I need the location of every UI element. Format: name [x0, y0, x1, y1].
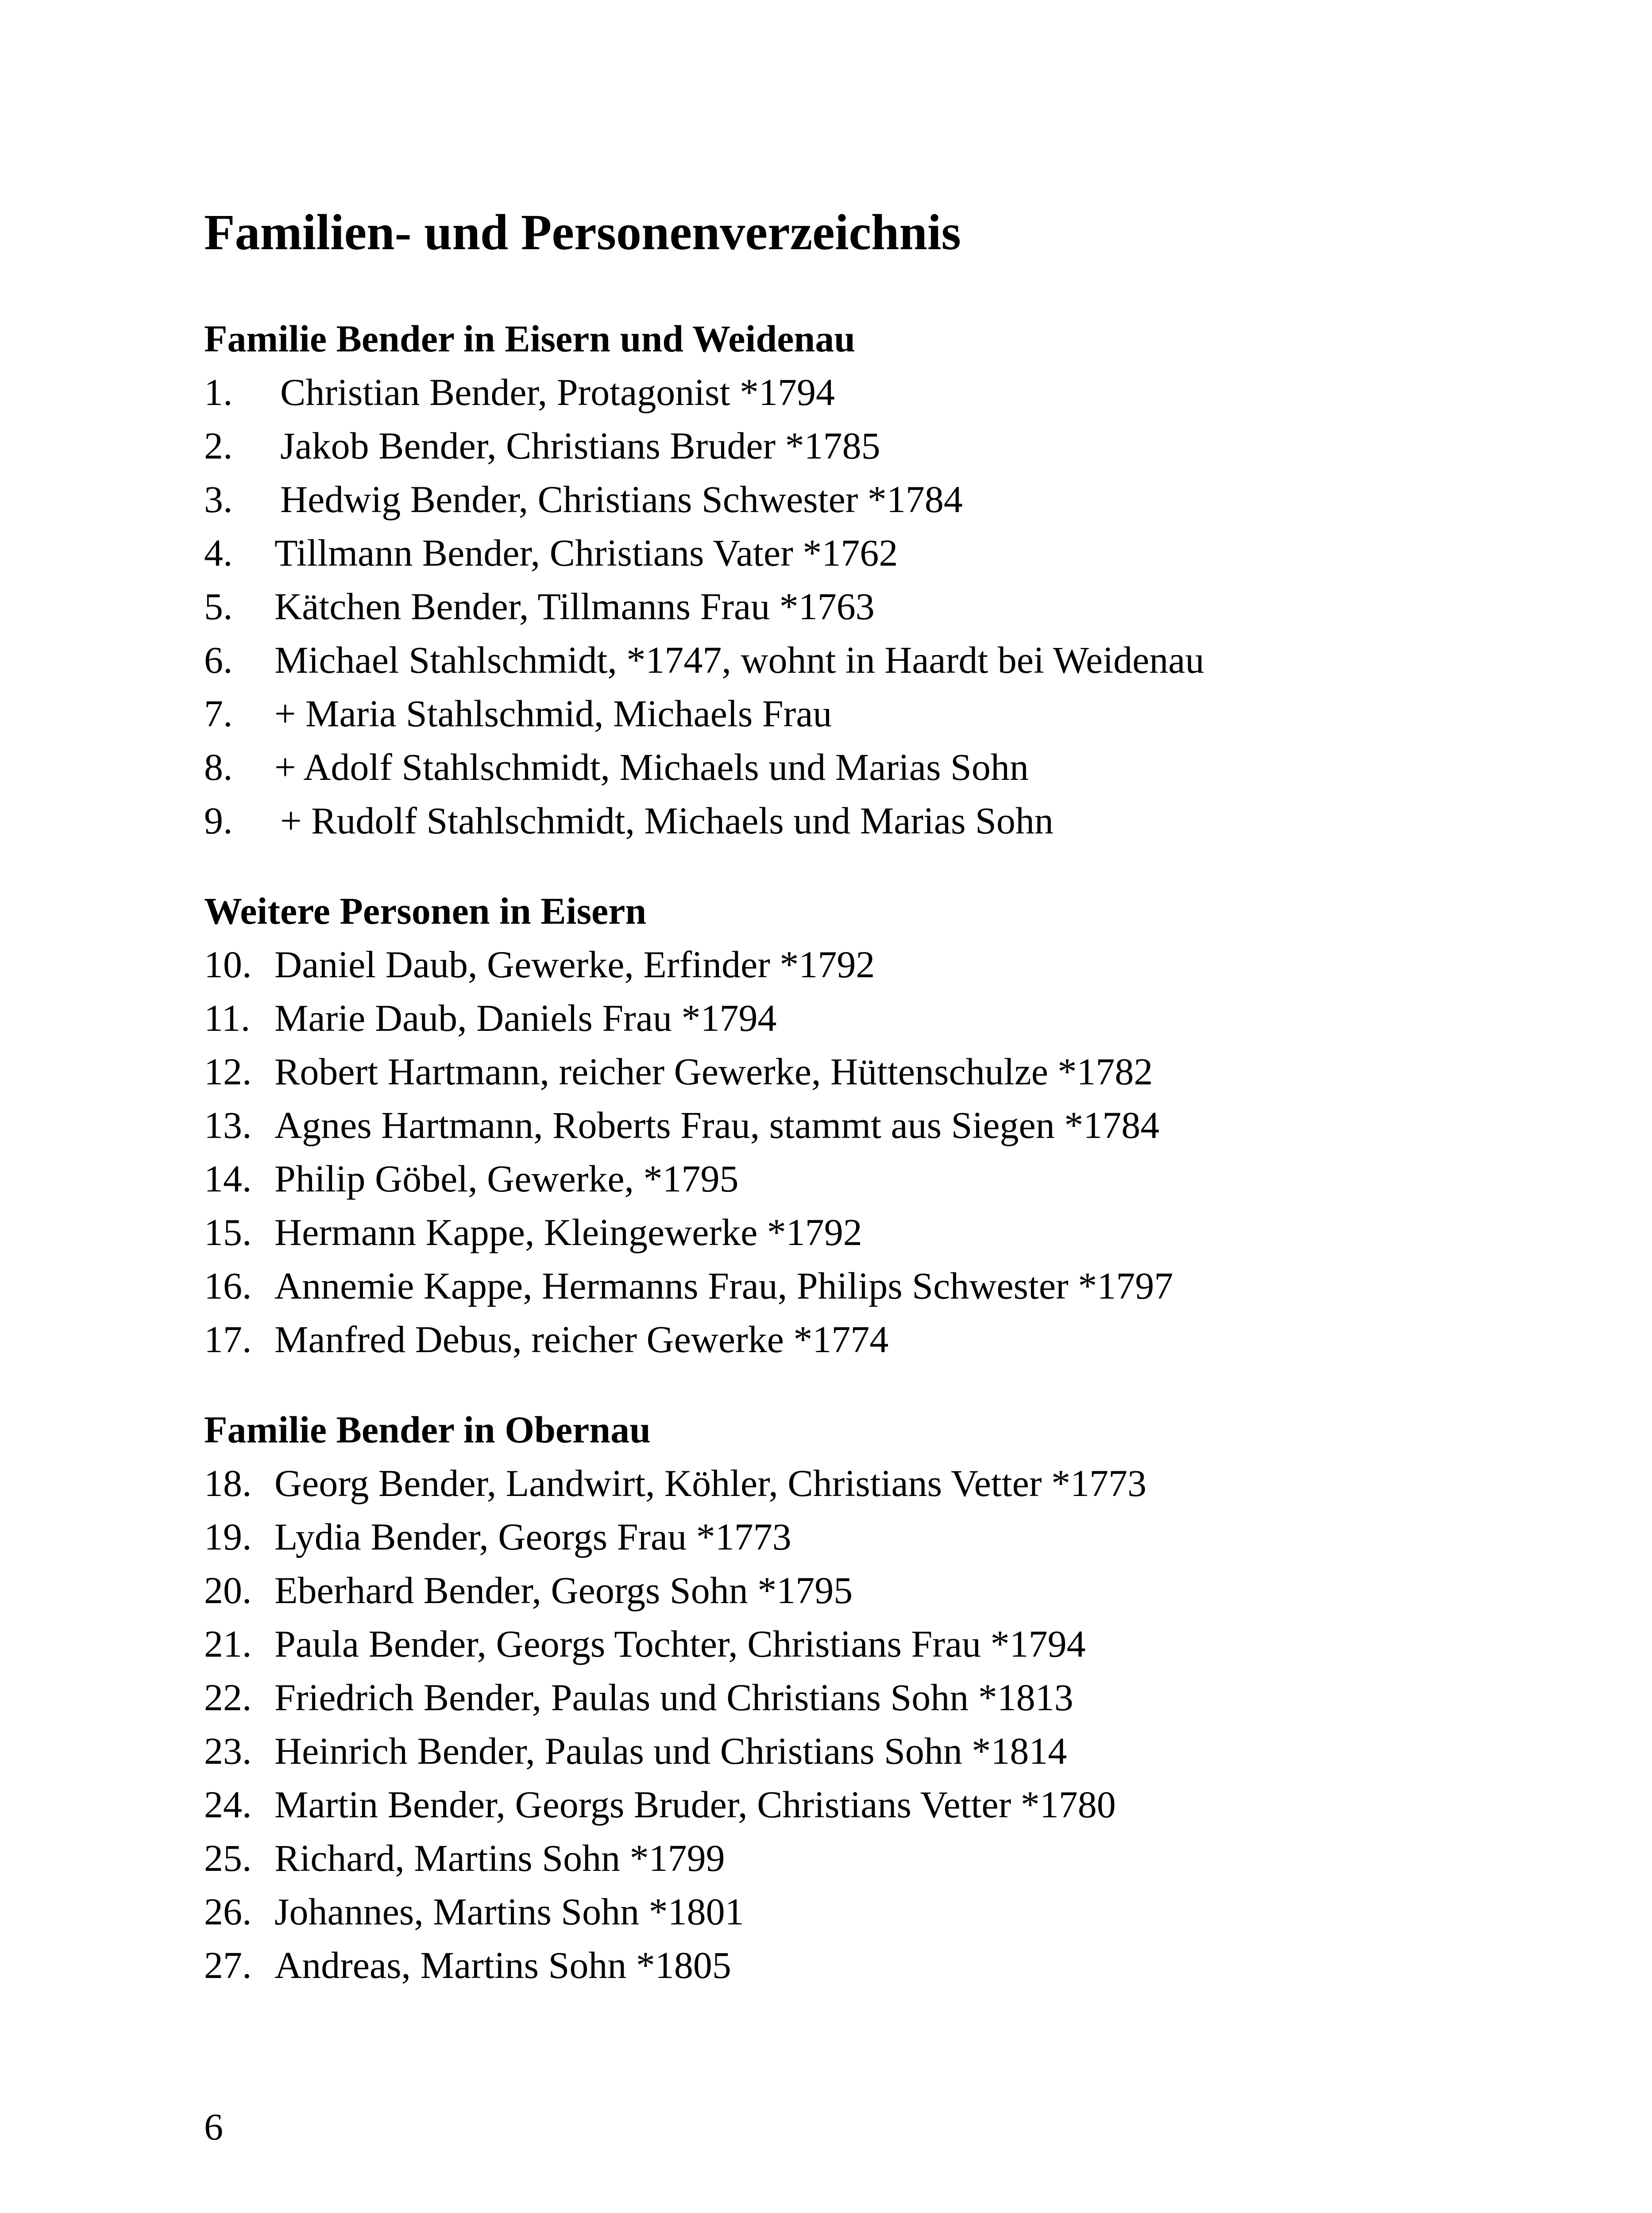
- entry-number: 13.: [204, 1104, 252, 1146]
- person-list: [204, 938, 1532, 1366]
- list-item: [204, 473, 1532, 526]
- entry-number: 11.: [204, 997, 251, 1039]
- entry-number: 5.: [204, 585, 233, 628]
- entry-text: Georg Bender, Landwirt, Köhler, Christians Vetter *1773: [274, 1462, 1146, 1504]
- list-item: [204, 1564, 1532, 1617]
- section-heading: Weitere Personen in Eisern: [204, 890, 647, 932]
- section-weitere-personen: [204, 884, 1532, 1366]
- entry-text: Marie Daub, Daniels Frau *1794: [274, 997, 777, 1039]
- entry-text: Richard, Martins Sohn *1799: [274, 1837, 725, 1879]
- entry-text: Friedrich Bender, Paulas und Christians Sohn *1813: [274, 1676, 1073, 1719]
- list-item: [204, 1152, 1532, 1206]
- list-item: [204, 419, 1532, 473]
- list-item: [204, 991, 1532, 1045]
- entry-text: + Adolf Stahlschmidt, Michaels und Marias Sohn: [274, 746, 1029, 788]
- list-item: [204, 794, 1532, 848]
- list-item: [204, 633, 1532, 687]
- list-item: [204, 1457, 1532, 1510]
- page-number: 6: [204, 2105, 223, 2148]
- entry-text: Kätchen Bender, Tillmanns Frau *1763: [274, 585, 875, 628]
- entry-text: Christian Bender, Protagonist *1794: [280, 371, 835, 413]
- entry-number: 17.: [204, 1318, 252, 1361]
- entry-text: Johannes, Martins Sohn *1801: [274, 1890, 744, 1933]
- entry-number: 26.: [204, 1890, 252, 1933]
- entry-number: 14.: [204, 1157, 252, 1200]
- entry-text: Lydia Bender, Georgs Frau *1773: [274, 1515, 791, 1558]
- entry-number: 24.: [204, 1783, 252, 1826]
- entry-number: 2.: [204, 424, 233, 467]
- list-item: [204, 1778, 1532, 1831]
- entry-text: Agnes Hartmann, Roberts Frau, stammt aus Siegen *1784: [274, 1104, 1160, 1146]
- entry-number: 20.: [204, 1569, 252, 1612]
- entry-number: 15.: [204, 1211, 252, 1253]
- list-item: [204, 687, 1532, 740]
- page-title: Familien- und Personenverzeichnis: [204, 204, 961, 260]
- list-item: [204, 1045, 1532, 1099]
- person-list: [204, 366, 1532, 848]
- list-item: [204, 1259, 1532, 1313]
- entry-text: Martin Bender, Georgs Bruder, Christians Vetter *1780: [274, 1783, 1116, 1826]
- entry-number: 6.: [204, 639, 233, 681]
- entry-text: Paula Bender, Georgs Tochter, Christians Frau *1794: [274, 1623, 1086, 1665]
- entry-number: 8.: [204, 746, 233, 788]
- list-item: [204, 938, 1532, 991]
- entry-number: 18.: [204, 1462, 252, 1504]
- list-item: [204, 1831, 1532, 1885]
- entry-number: 3.: [204, 478, 233, 520]
- list-item: [204, 1313, 1532, 1366]
- list-item: [204, 1724, 1532, 1778]
- list-item: [204, 1939, 1532, 1992]
- entry-text: Annemie Kappe, Hermanns Frau, Philips Schwester *1797: [274, 1265, 1173, 1307]
- list-item: [204, 1885, 1532, 1939]
- entry-text: Hedwig Bender, Christians Schwester *1784: [280, 478, 963, 520]
- section-heading: Familie Bender in Eisern und Weidenau: [204, 317, 856, 360]
- list-item: [204, 1617, 1532, 1671]
- entry-number: 1.: [204, 371, 233, 413]
- list-item: [204, 1099, 1532, 1152]
- entry-number: 16.: [204, 1265, 252, 1307]
- entry-text: Jakob Bender, Christians Bruder *1785: [280, 424, 880, 467]
- section-heading: Familie Bender in Obernau: [204, 1408, 651, 1451]
- entry-text: Andreas, Martins Sohn *1805: [274, 1944, 731, 1986]
- entry-text: Hermann Kappe, Kleingewerke *1792: [274, 1211, 862, 1253]
- entry-text: Eberhard Bender, Georgs Sohn *1795: [274, 1569, 853, 1612]
- list-item: [204, 580, 1532, 633]
- entry-number: 4.: [204, 532, 233, 574]
- entry-number: 25.: [204, 1837, 252, 1879]
- section-obernau: [204, 1403, 1532, 1992]
- entry-number: 23.: [204, 1730, 252, 1772]
- list-item: [204, 1671, 1532, 1724]
- entry-text: Tillmann Bender, Christians Vater *1762: [274, 532, 898, 574]
- entry-number: 10.: [204, 943, 252, 986]
- list-item: [204, 526, 1532, 580]
- entry-text: Heinrich Bender, Paulas und Christians Sohn *1814: [274, 1730, 1067, 1772]
- section-eisern-weidenau: [204, 312, 1532, 848]
- entry-number: 7.: [204, 692, 233, 735]
- entry-text: Daniel Daub, Gewerke, Erfinder *1792: [274, 943, 875, 986]
- list-item: [204, 1510, 1532, 1564]
- entry-number: 21.: [204, 1623, 252, 1665]
- person-list: [204, 1457, 1532, 1992]
- list-item: [204, 740, 1532, 794]
- entry-number: 9.: [204, 799, 233, 842]
- list-item: [204, 366, 1532, 419]
- entry-text: + Rudolf Stahlschmidt, Michaels und Marias Sohn: [280, 799, 1054, 842]
- entry-text: Michael Stahlschmidt, *1747, wohnt in Haardt bei Weidenau: [274, 639, 1204, 681]
- entry-text: Manfred Debus, reicher Gewerke *1774: [274, 1318, 889, 1361]
- list-item: [204, 1206, 1532, 1259]
- entry-number: 27.: [204, 1944, 252, 1986]
- entry-number: 19.: [204, 1515, 252, 1558]
- entry-text: Robert Hartmann, reicher Gewerke, Hüttenschulze *1782: [274, 1050, 1153, 1093]
- entry-text: Philip Göbel, Gewerke, *1795: [274, 1157, 739, 1200]
- entry-number: 22.: [204, 1676, 252, 1719]
- entry-number: 12.: [204, 1050, 252, 1093]
- entry-text: + Maria Stahlschmid, Michaels Frau: [274, 692, 832, 735]
